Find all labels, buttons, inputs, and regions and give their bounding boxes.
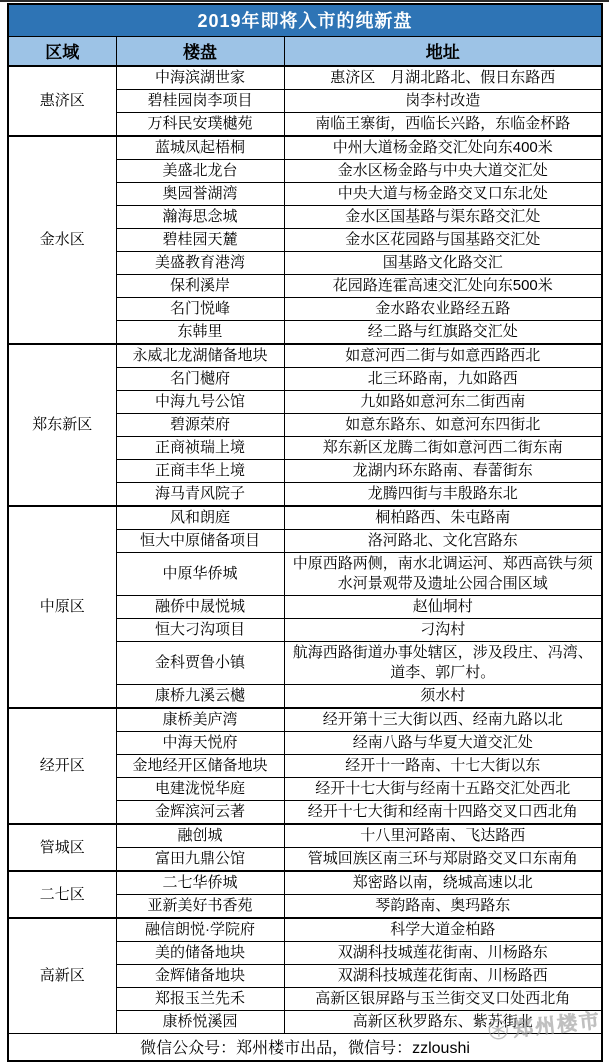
- table-row: [8, 506, 602, 530]
- property-address-cell: 岗李村改造: [284, 90, 602, 113]
- region-cell: 管城区: [8, 824, 116, 871]
- property-address-cell: 经开十七大街与经南十五路交汇处西北: [284, 778, 602, 801]
- property-address-cell: 琴韵路南、奥玛路东: [284, 895, 602, 919]
- property-address-cell: 十八里河路南、飞达路西: [284, 824, 602, 848]
- property-name-cell: 正商丰华上境: [116, 460, 284, 483]
- region-cell: 金水区: [8, 136, 116, 344]
- table-row: [8, 708, 602, 732]
- property-name-cell: 名门樾府: [116, 368, 284, 391]
- property-name-cell: 富田九鼎公馆: [116, 848, 284, 872]
- column-header-property: 楼盘: [116, 36, 284, 66]
- property-name-cell: 电建泷悦华庭: [116, 778, 284, 801]
- property-address-cell: 管城回族区南三环与郑尉路交叉口东南角: [284, 848, 602, 872]
- property-name-cell: 东韩里: [116, 321, 284, 345]
- property-name-cell: 融创城: [116, 824, 284, 848]
- property-name-cell: 金辉滨河云著: [116, 801, 284, 825]
- property-address-cell: 金水区花园路与国基路交汇处: [284, 229, 602, 252]
- property-name-cell: 海马青风院子: [116, 483, 284, 507]
- table-row: [8, 344, 602, 368]
- property-name-cell: 金地经开区储备地块: [116, 755, 284, 778]
- property-name-cell: 中海天悦府: [116, 732, 284, 755]
- top-divider-line: [0, 0, 609, 2]
- property-address-cell: 航海西路街道办事处辖区，涉及段庄、冯湾、道李、郭厂村。: [284, 642, 602, 685]
- property-address-cell: 南临王寨街，西临长兴路，东临金杯路: [284, 113, 602, 137]
- property-address-cell: 赵仙垌村: [284, 596, 602, 619]
- property-name-cell: 瀚海思念城: [116, 206, 284, 229]
- property-name-cell: 亚新美好书香苑: [116, 895, 284, 919]
- region-cell: 惠济区: [8, 66, 116, 136]
- property-address-cell: 惠济区 月湖北路北、假日东路西: [284, 66, 602, 90]
- property-address-cell: 金水路农业路经五路: [284, 298, 602, 321]
- property-address-cell: 高新区银屏路与玉兰街交叉口处西北角: [284, 988, 602, 1011]
- property-name-cell: 碧桂园天麓: [116, 229, 284, 252]
- property-name-cell: 蓝城凤起梧桐: [116, 136, 284, 160]
- property-name-cell: 康桥美庐湾: [116, 708, 284, 732]
- region-cell: 中原区: [8, 506, 116, 708]
- property-address-cell: 刁沟村: [284, 619, 602, 642]
- property-name-cell: 碧桂园岗李项目: [116, 90, 284, 113]
- property-name-cell: 中海滨湖世家: [116, 66, 284, 90]
- property-address-cell: 金水区杨金路与中央大道交汇处: [284, 160, 602, 183]
- property-name-cell: 万科民安璞樾苑: [116, 113, 284, 137]
- property-name-cell: 正商祯瑞上境: [116, 437, 284, 460]
- table-row: [8, 918, 602, 942]
- property-name-cell: 恒大刁沟项目: [116, 619, 284, 642]
- property-name-cell: 永威北龙湖储备地块: [116, 344, 284, 368]
- table-title: 2019年即将入市的纯新盘: [8, 4, 602, 36]
- table-row: [8, 136, 602, 160]
- property-name-cell: 金辉储备地块: [116, 965, 284, 988]
- property-name-cell: 奥园誉湖湾: [116, 183, 284, 206]
- property-name-cell: 郑报玉兰先禾: [116, 988, 284, 1011]
- column-header-row: [8, 36, 602, 66]
- property-name-cell: 中原华侨城: [116, 553, 284, 596]
- property-name-cell: 金科贾鲁小镇: [116, 642, 284, 685]
- property-address-cell: 北三环路南，九如路西: [284, 368, 602, 391]
- title-row: [8, 4, 602, 36]
- property-name-cell: 中海九号公馆: [116, 391, 284, 414]
- property-address-cell: 如意东路东、如意河东四街北: [284, 414, 602, 437]
- property-address-cell: 如意河西二街与如意西路西北: [284, 344, 602, 368]
- property-address-cell: 经开第十三大街以西、经南九路以北: [284, 708, 602, 732]
- property-address-cell: 须水村: [284, 685, 602, 709]
- property-name-cell: 美的储备地块: [116, 942, 284, 965]
- property-name-cell: 恒大中原储备项目: [116, 530, 284, 553]
- column-header-region: 区域: [8, 36, 116, 66]
- column-header-address: 地址: [284, 36, 602, 66]
- property-address-cell: 国基路文化路交汇: [284, 252, 602, 275]
- property-name-cell: 康桥悦溪园: [116, 1011, 284, 1034]
- region-cell: 二七区: [8, 871, 116, 918]
- region-cell: 经开区: [8, 708, 116, 824]
- property-name-cell: 名门悦峰: [116, 298, 284, 321]
- table-row: [8, 871, 602, 895]
- property-name-cell: 美盛教育港湾: [116, 252, 284, 275]
- property-name-cell: 二七华侨城: [116, 871, 284, 895]
- new-listings-table: [7, 3, 603, 1062]
- watermark-text: 郑州楼市: [512, 1010, 603, 1042]
- property-address-cell: 经二路与红旗路交汇处: [284, 321, 602, 345]
- property-address-cell: 中州大道杨金路交汇处向东400米: [284, 136, 602, 160]
- property-address-cell: 金水区国基路与渠东路交汇处: [284, 206, 602, 229]
- property-address-cell: 科学大道金柏路: [284, 918, 602, 942]
- property-name-cell: 碧源荣府: [116, 414, 284, 437]
- wechat-footer-text: 微信公众号：郑州楼市出品，微信号：zzloushi: [8, 1034, 602, 1061]
- property-address-cell: 中原西路两侧，南水北调运河、郑西高铁与须水河景观带及遗址公园合围区域: [284, 553, 602, 596]
- property-address-cell: 中央大道与杨金路交叉口东北处: [284, 183, 602, 206]
- property-address-cell: 花园路连霍高速交汇处向东500米: [284, 275, 602, 298]
- table-body: [8, 66, 602, 1034]
- property-address-cell: 洛河路北、文化宫路东: [284, 530, 602, 553]
- property-name-cell: 融侨中晟悦城: [116, 596, 284, 619]
- footer-row: [8, 1034, 602, 1061]
- property-address-cell: 龙腾四街与丰殷路东北: [284, 483, 602, 507]
- property-name-cell: 保利溪岸: [116, 275, 284, 298]
- property-name-cell: 美盛北龙台: [116, 160, 284, 183]
- property-address-cell: 双湖科技城莲花街南、川杨路西: [284, 965, 602, 988]
- property-address-cell: 九如路如意河东二街西南: [284, 391, 602, 414]
- region-cell: 郑东新区: [8, 344, 116, 506]
- property-name-cell: 融信朗悦·学院府: [116, 918, 284, 942]
- table-row: [8, 66, 602, 90]
- property-address-cell: 经南八路与华夏大道交汇处: [284, 732, 602, 755]
- property-address-cell: 郑密路以南，绕城高速以北: [284, 871, 602, 895]
- property-address-cell: 经开十一路南、十七大街以东: [284, 755, 602, 778]
- property-name-cell: 风和朗庭: [116, 506, 284, 530]
- property-address-cell: 经开十七大街和经南十四路交叉口西北角: [284, 801, 602, 825]
- property-address-cell: 郑东新区龙腾二街如意河西二街东南: [284, 437, 602, 460]
- region-cell: 高新区: [8, 918, 116, 1034]
- property-name-cell: 康桥九溪云樾: [116, 685, 284, 709]
- property-address-cell: 龙湖内环东路南、春蕾街东: [284, 460, 602, 483]
- table-row: [8, 824, 602, 848]
- property-address-cell: 高新区秋罗路东、紫苏街北: [284, 1011, 602, 1034]
- property-address-cell: 桐柏路西、朱屯路南: [284, 506, 602, 530]
- property-address-cell: 双湖科技城莲花街南、川杨路东: [284, 942, 602, 965]
